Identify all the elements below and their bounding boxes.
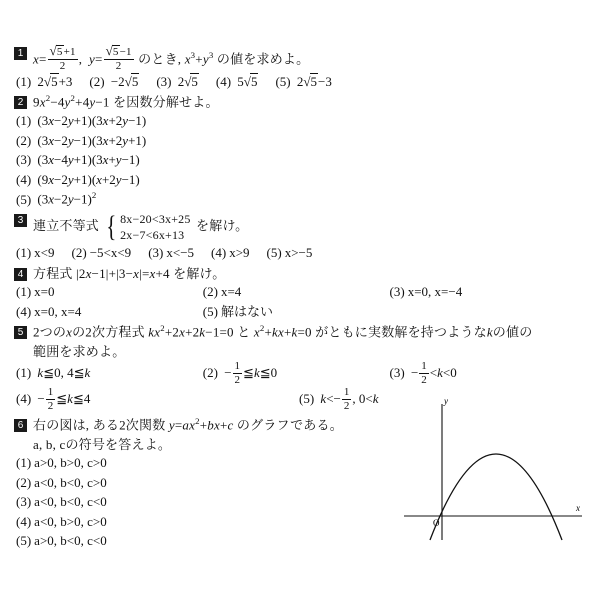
choice[interactable]: (2) x=4 (202, 284, 242, 300)
choice[interactable]: (3) − $\frac{1}{2}$ <k<0 (389, 360, 457, 386)
choice[interactable]: (1) x=0 (16, 284, 55, 300)
choice[interactable]: (1) 2√5+3 (16, 73, 73, 89)
question-number-badge: 1 (14, 47, 27, 60)
choice[interactable]: (5) 解はない (202, 303, 273, 319)
choice[interactable]: (5) a>0, b<0, c<0 (16, 533, 107, 549)
question-3-stem: 連立不等式 { 8x−20<3x+25 2x−7<6x+13 を解け。 (33, 210, 249, 244)
question-number-badge: 2 (14, 96, 27, 109)
choice[interactable]: (5) $(3x-2y-1)^2$ (16, 190, 97, 207)
question-5-stem: 2つのxの2次方程式 $kx^2+2x+2k-1=0$ と $x^2+kx+k=0$ がともに実数解を持つようなkの値の (33, 323, 533, 340)
y-axis-label: y (444, 398, 448, 406)
question-4-choices (16, 282, 582, 321)
question-6-stem-line2: a, b, cの符号を答えよ。 (33, 437, 172, 453)
question-3 (14, 211, 582, 263)
question-1-stem: x= $\frac{√5+1}{2}$ , y= $\frac{√5-1}{2}$ のとき, $x^3+y^3$ の値を求めよ。 (33, 43, 310, 72)
parabola-curve (430, 454, 562, 540)
choice[interactable]: (3) (3x−4y+1)(3x+y−1) (16, 152, 140, 168)
choice[interactable]: (1) k≦0, 4≦k (16, 365, 91, 381)
choice[interactable]: (4) a<0, b>0, c>0 (16, 513, 107, 529)
question-5-stem-line2: 範囲を求めよ。 (33, 344, 126, 360)
choice[interactable]: (4) x>9 (211, 245, 250, 261)
choice[interactable]: (5) 2√5−3 (275, 73, 332, 89)
choice[interactable]: (1) a>0, b>0, c>0 (16, 455, 107, 471)
choice[interactable]: (4) 5√5 (215, 73, 258, 89)
choice[interactable]: (1) x<9 (16, 245, 55, 261)
question-number-badge: 6 (14, 419, 27, 432)
question-number-badge: 4 (14, 268, 27, 281)
choice[interactable]: (2) (3x−2y−1)(3x+2y+1) (16, 132, 147, 148)
question-1 (14, 44, 582, 91)
question-2-choices (16, 111, 582, 209)
question-2 (14, 93, 582, 209)
parabola-graph-svg (400, 398, 590, 548)
question-number-badge: 3 (14, 214, 27, 227)
choice[interactable]: (2) −2√5 (89, 73, 139, 89)
choice[interactable]: (1) (3x−2y+1)(3x+2y−1) (16, 113, 147, 129)
choice[interactable]: (5) x>−5 (266, 245, 313, 261)
choice[interactable]: (5) k<− $\frac{1}{2}$ , 0<k (299, 386, 379, 412)
choice[interactable]: (3) a<0, b<0, c<0 (16, 494, 107, 510)
choice[interactable]: (2) a<0, b<0, c>0 (16, 474, 107, 490)
choice[interactable]: (3) 2√5 (156, 73, 198, 89)
choice[interactable]: (2) −5<x<9 (71, 245, 132, 261)
question-number-badge: 5 (14, 326, 27, 339)
x-axis-label: x (576, 503, 580, 513)
parabola-graph-figure (400, 398, 590, 548)
choice[interactable]: (4) (9x−2y+1)(x+2y−1) (16, 171, 140, 187)
question-2-stem: $9x^2-4y^2+4y-1$ を因数分解せよ。 (33, 93, 219, 110)
origin-label: O (433, 518, 440, 528)
choice[interactable]: (3) x<−5 (148, 245, 195, 261)
choice[interactable]: (4) − $\frac{1}{2}$ ≦k≦4 (16, 386, 91, 412)
question-4 (14, 265, 582, 322)
question-1-choices (16, 72, 582, 92)
question-6-stem: 右の図は, ある2次関数 $y=ax^2+bx+c$ のグラフである。 (33, 416, 343, 433)
choice[interactable]: (4) x=0, x=4 (16, 303, 82, 319)
choice[interactable]: (3) x=0, x=−4 (389, 284, 463, 300)
question-4-stem: 方程式 |2x−1|+|3−x|=x+4 を解け。 (33, 265, 226, 281)
inequality-system: { 8x−20<3x+25 2x−7<6x+13 (106, 210, 191, 244)
choice[interactable]: (2) − $\frac{1}{2}$ ≦k≦0 (202, 360, 278, 386)
question-3-choices (16, 243, 582, 263)
